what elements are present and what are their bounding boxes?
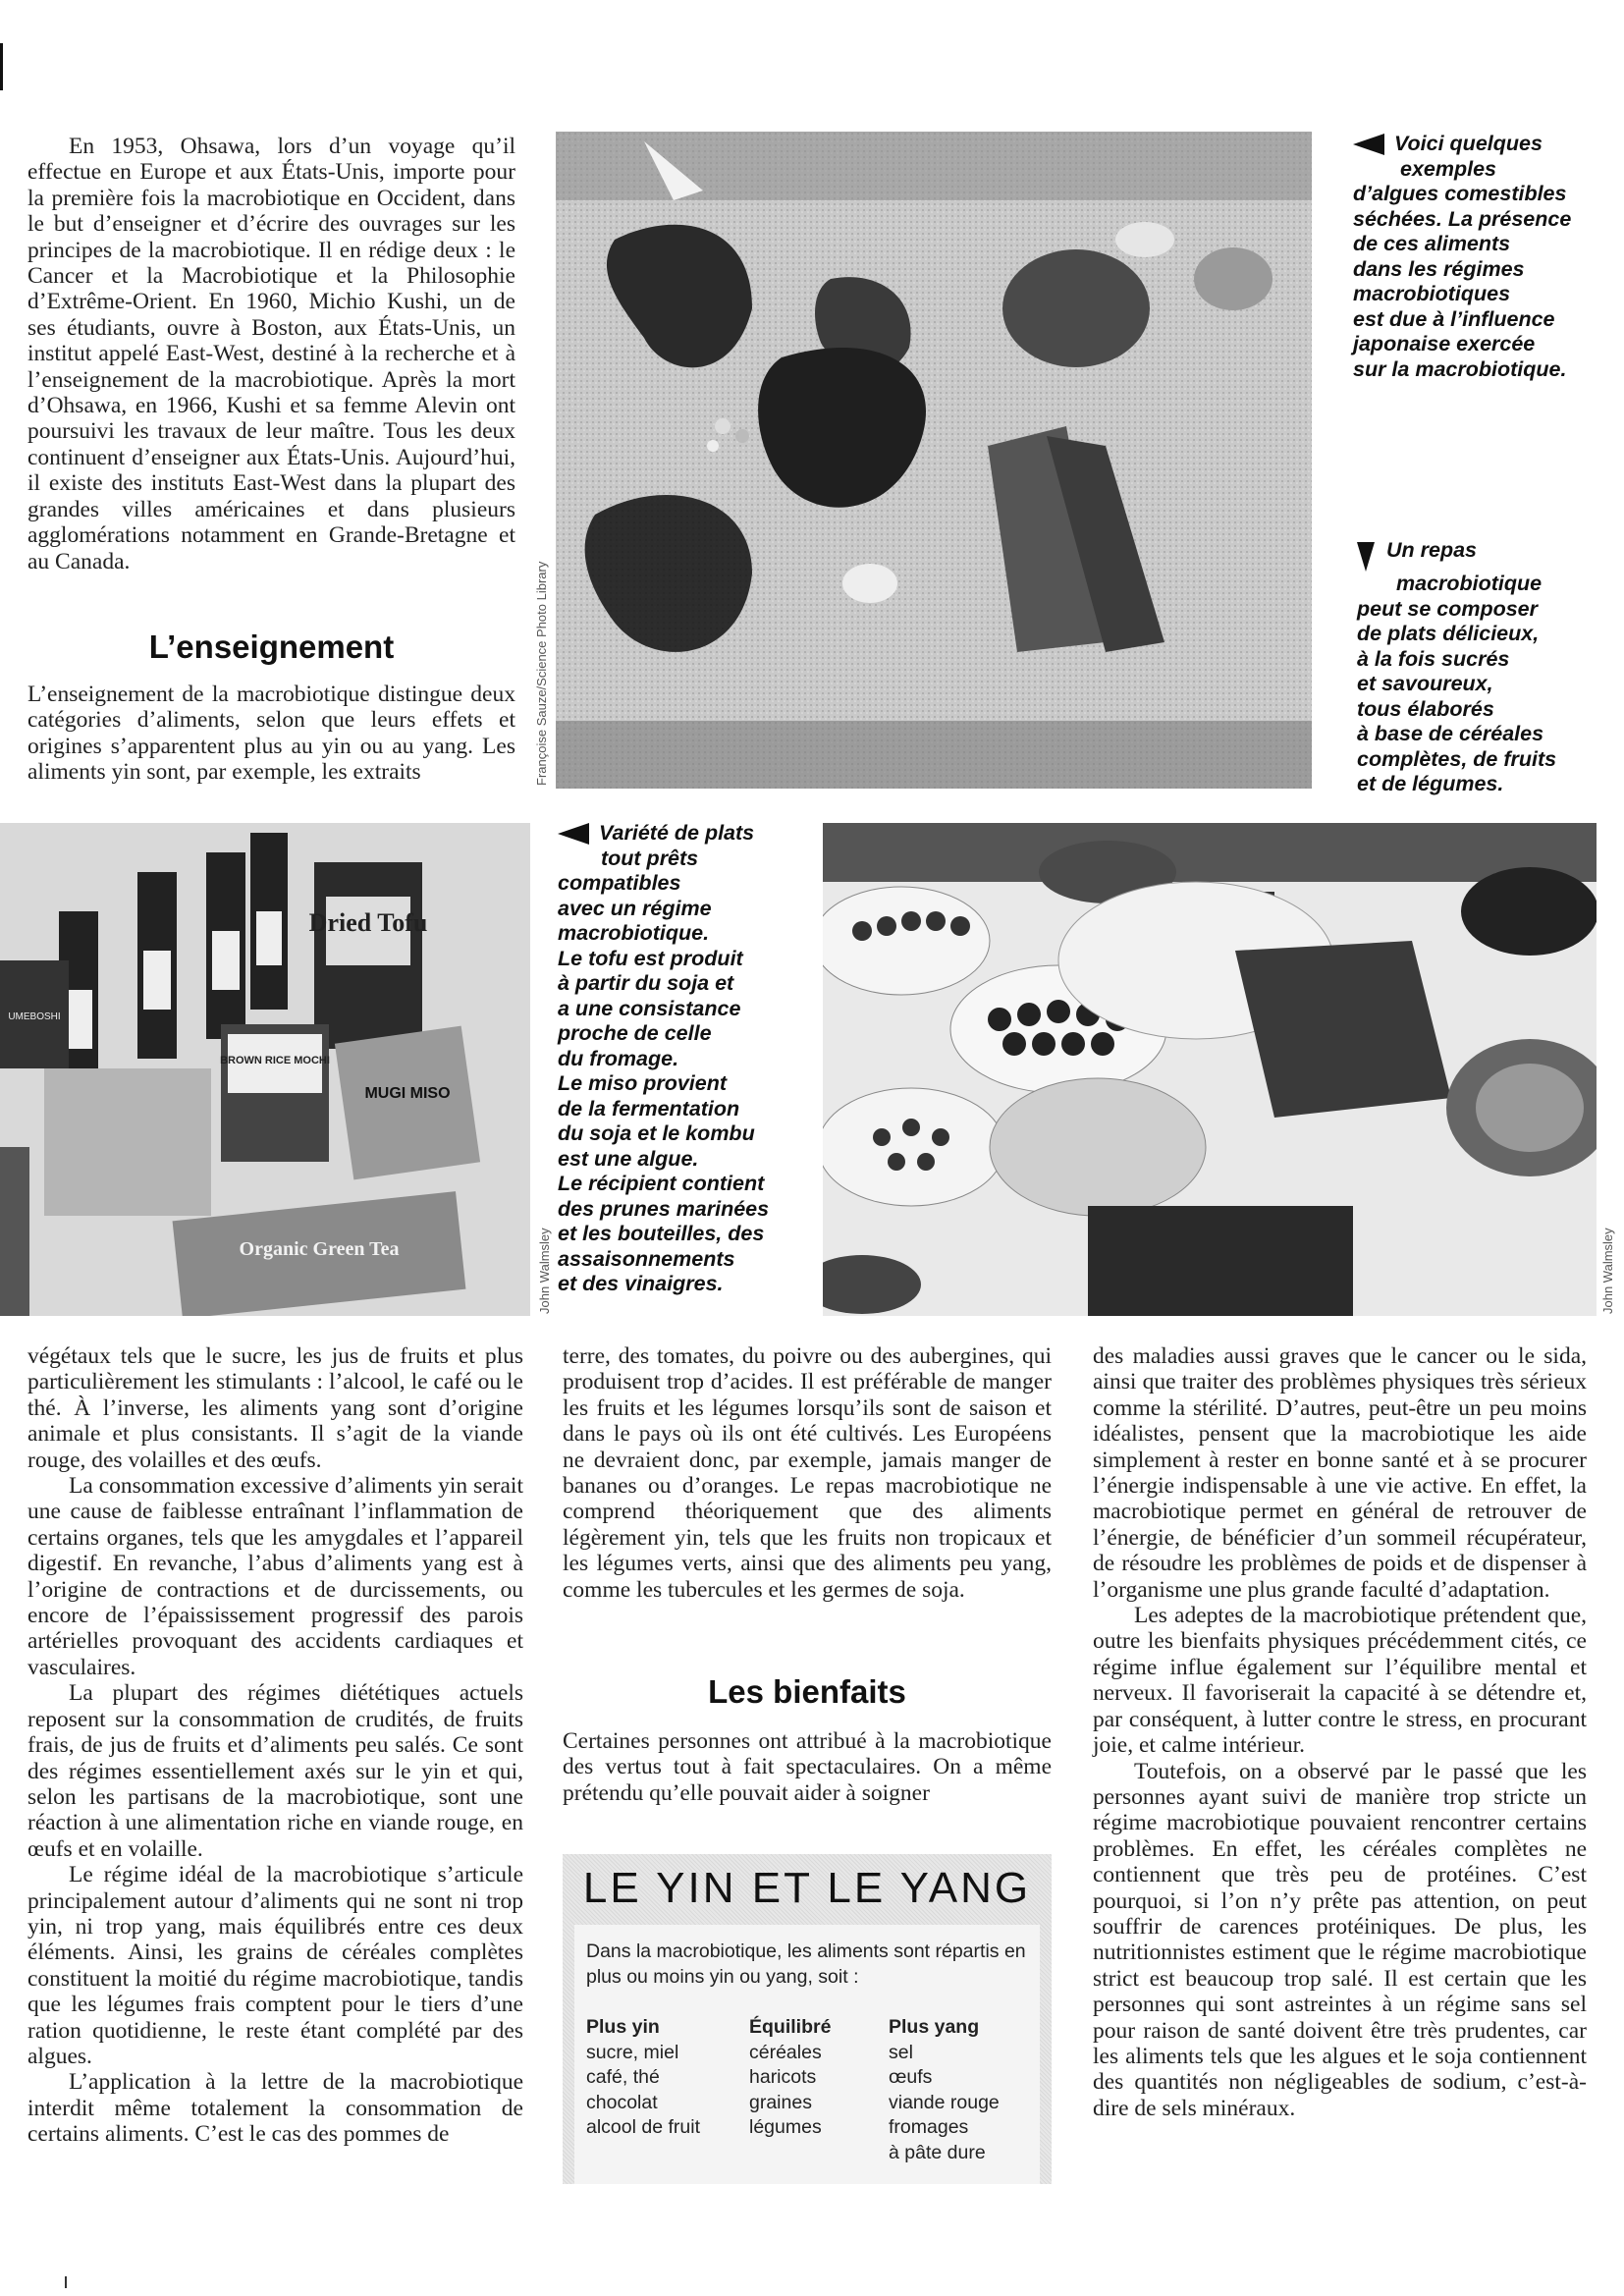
heading-bienfaits: Les bienfaits <box>708 1673 906 1710</box>
paragraph: La plupart des régimes diététiques actuels reposent sur la consommation de crudités, de fruits frais, de jus de fruits et d’aliments peu salés. Ce sont des régimes essentiellement axés sur le yin et qui, selon les partisans de la macrobiotique, sont une réaction à une alimentation riche en viande rouge, en œufs et en volaille. <box>27 1680 523 1862</box>
seaweed-photo <box>556 132 1312 789</box>
list-item: sucre, miel <box>586 2041 679 2063</box>
list-item: alcool de fruit <box>586 2116 700 2138</box>
column-header: Plus yin <box>586 2016 660 2038</box>
paragraph: terre, des tomates, du poivre ou des aubergines, qui produisent trop d’acides. Il est préférable de manger les fruits et les légumes lorsqu’ils sont de saison et dans le pays où ils ont été cultivés. Les Européens ne devraient donc, par exemple, jamais manger de bananes ou d’oranges. Le repas macrobiotique ne comprend théoriquement que des aliments légèrement yin, tels que les fruits non tropicaux et les légumes verts, ainsi que des aliments peu yang, comme les tubercules et les germes de soja. <box>563 1343 1052 1603</box>
enseignement-text <box>27 682 515 786</box>
enseignement-paragraph: L’enseignement de la macrobiotique distingue deux catégories d’aliments, selon que leurs effets et origines s’apparentent plus au yin ou au yang. Les aliments yin sont, par exemple, les extraits <box>27 682 515 786</box>
list-item: chocolat <box>586 2091 658 2113</box>
intro-text-column <box>27 134 515 574</box>
list-item: viande rouge <box>889 2091 1000 2113</box>
yin-yang-box <box>563 1854 1052 2184</box>
balanced-column <box>749 2015 887 2141</box>
bienfaits-text <box>563 1728 1052 1806</box>
meal-caption: Un repas macrobiotique peut se composer de plats délicieux, à la fois sucrés et savoureux, tous élaborés à base de céréales complètes, de fruits et de légumes. <box>1357 538 1557 795</box>
green-tea-label: Organic Green Tea <box>239 1238 400 1260</box>
body-column-3 <box>1093 1343 1587 2121</box>
arrow-down-icon <box>1357 542 1375 572</box>
seaweed-caption: Voici quelques exemples d’algues comestibles séchées. La présence de ces aliments dans les régimes macrobiotiques est due à l’influence japonaise exercée sur la macrobiotique. <box>1353 132 1572 381</box>
list-item: haricots <box>749 2066 817 2088</box>
list-item: sel <box>889 2041 913 2063</box>
box-title: LE YIN ET LE YANG <box>582 1864 1032 1912</box>
list-item: graines <box>749 2091 812 2113</box>
list-item: œufs <box>889 2066 933 2088</box>
seaweed-illustration <box>556 132 1312 789</box>
products-caption: Variété de plats tout prêts compatibles avec un régime macrobiotique. Le tofu est produit à partir du soja et a une consistance proche de celle du fromage. Le miso provient de la fermentation du soja et le kombu est une algue. Le récipient contient des prunes marinées et les bouteilles, des assaisonnements et des vinaigres. <box>558 821 770 1295</box>
intro-paragraph: En 1953, Ohsawa, lors d’un voyage qu’il effectue en Europe et aux États-Unis, importe pour la première fois la macrobiotique en Occident, dans le but d’enseigner et d’écrire des ouvrages sur les principes de la macrobiotique. Il en rédige deux : le Cancer et la Macrobiotique et la Philosophie d’Extrême-Orient. En 1960, Michio Kushi, un de ses étudiants, ouvre à Boston, aux États-Unis, un institut appelé East-West, destiné à la recherche et à l’enseignement de la macrobiotique. Après la mort d’Ohsawa, en 1966, Kushi et sa femme Alevin ont poursuivi les travaux de leur maître. Tous les deux continuent d’enseigner aux États-Unis. Aujourd’hui, il existe des instituts East-West dans la plupart des grandes villes américaines et dans plusieurs agglomérations notamment en Grande-Bretagne et au Canada. <box>27 134 515 574</box>
miso-label: MUGI MISO <box>364 1085 451 1102</box>
margin-mark <box>0 43 3 90</box>
meal-photo <box>823 823 1597 1316</box>
arrow-left-icon <box>558 823 589 845</box>
meal-illustration <box>823 823 1597 1316</box>
products-photo <box>0 823 530 1316</box>
box-intro: Dans la macrobiotique, les aliments sont répartis en plus ou moins yin ou yang, soit : <box>586 1941 1026 1988</box>
paragraph: Certaines personnes ont attribué à la macrobiotique des vertus tout à fait spectaculaires. On a même prétendu qu’elle pouvait aider à soigner <box>563 1728 1052 1806</box>
heading-enseignement: L’enseignement <box>148 629 395 665</box>
arrow-left-icon <box>1353 134 1384 155</box>
column-header: Équilibré <box>749 2016 832 2038</box>
products-photo-credit: John Walmsley <box>537 1228 552 1314</box>
yang-column <box>889 2015 1036 2165</box>
list-item: café, thé <box>586 2066 660 2088</box>
column-header: Plus yang <box>889 2016 980 2038</box>
box-content <box>574 1925 1040 2184</box>
paragraph: végétaux tels que le sucre, les jus de fruits et plus particulièrement les stimulants : l’alcool, le café ou le thé. À l’inverse, les aliments yang sont d’origine animale et plus consistants. Il s’agit de la viande rouge, des volailles et des œufs. <box>27 1343 523 1473</box>
body-column-2 <box>563 1343 1052 1603</box>
paragraph: des maladies aussi graves que le cancer ou le sida, ainsi que traiter des problèmes physiques très sérieux comme la stérilité. D’autres, peut-être un peu moins idéalistes, pensent que la macrobiotique les aide simplement à rester en bonne santé et à se procurer l’énergie indispensable à une vie active. En effet, la macrobiotique permet en général de retrouver de l’énergie, de bénéficier d’un sommeil récupérateur, de résoudre les problèmes de poids et de dispenser à l’organisme une plus grande faculté d’adaptation. <box>1093 1343 1587 1603</box>
yin-column <box>586 2015 743 2141</box>
paragraph: Les adeptes de la macrobiotique prétendent que, outre les bienfaits physiques précédemment cités, ce régime influe également sur l’équilibre mental et nerveux. Il favoriserait la capacité à se détendre et, par conséquent, à lutter contre le stress, en procurant joie, et calme intérieur. <box>1093 1603 1587 1759</box>
paragraph: Toutefois, on a observé par le passé que les personnes ayant suivi de manière trop stricte un régime macrobiotique pouvaient rencontrer certains problèmes. En effet, les céréales complètes ne contiennent que très peu de protéines. C’est pourquoi, si l’on n’y prête pas attention, on peut souffrir de carences protéiniques. De plus, les nutritionnistes estiment que le régime macrobiotique strict est beaucoup trop salé. Il est certain que les personnes qui sont astreintes à un régime sans sel pour raison de santé doivent être très prudentes, car les aliments tels que les algues et le soja contiennent des quantités non négligeables de sodium, c’est-à-dire de sels minéraux. <box>1093 1758 1587 2121</box>
paragraph: Le régime idéal de la macrobiotique s’articule principalement autour d’aliments qui ne sont ni trop yin, ni trop yang, mais équilibrés entre ces deux éléments. Ainsi, les grains de céréales complètes constituent la moitié du régime macrobiotique, tandis que les légumes frais comptent pour le tiers d’une ration quotidienne, le reste étant complété par des algues. <box>27 1862 523 2069</box>
list-item: céréales <box>749 2041 822 2063</box>
paragraph: La consommation excessive d’aliments yin serait une cause de faiblesse entraînant l’inflammation de certains organes, tels que les amygdales et l’appareil digestif. En revanche, l’abus d’aliments yang est à l’origine de contractions et de durcissements, ou encore de l’épaississement progressif des parois artérielles provoquant des accidents cardiaques et vasculaires. <box>27 1473 523 1680</box>
umeboshi-label: UMEBOSHI <box>8 1011 61 1022</box>
list-item: fromages <box>889 2116 969 2138</box>
seaweed-photo-credit: Françoise Sauze/Science Photo Library <box>534 561 549 786</box>
paragraph: L’application à la lettre de la macrobiotique interdit même totalement la consommation de certains aliments. C’est le cas des pommes de <box>27 2069 523 2148</box>
list-item: légumes <box>749 2116 822 2138</box>
margin-mark <box>65 2276 67 2288</box>
list-item: à pâte dure <box>889 2141 986 2163</box>
mochi-label: BROWN RICE MOCHI <box>220 1055 330 1066</box>
dried-tofu-label: Dried Tofu <box>308 908 428 937</box>
meal-photo-credit: John Walmsley <box>1600 1228 1615 1314</box>
body-column-1 <box>27 1343 523 2148</box>
products-illustration <box>0 823 530 1316</box>
